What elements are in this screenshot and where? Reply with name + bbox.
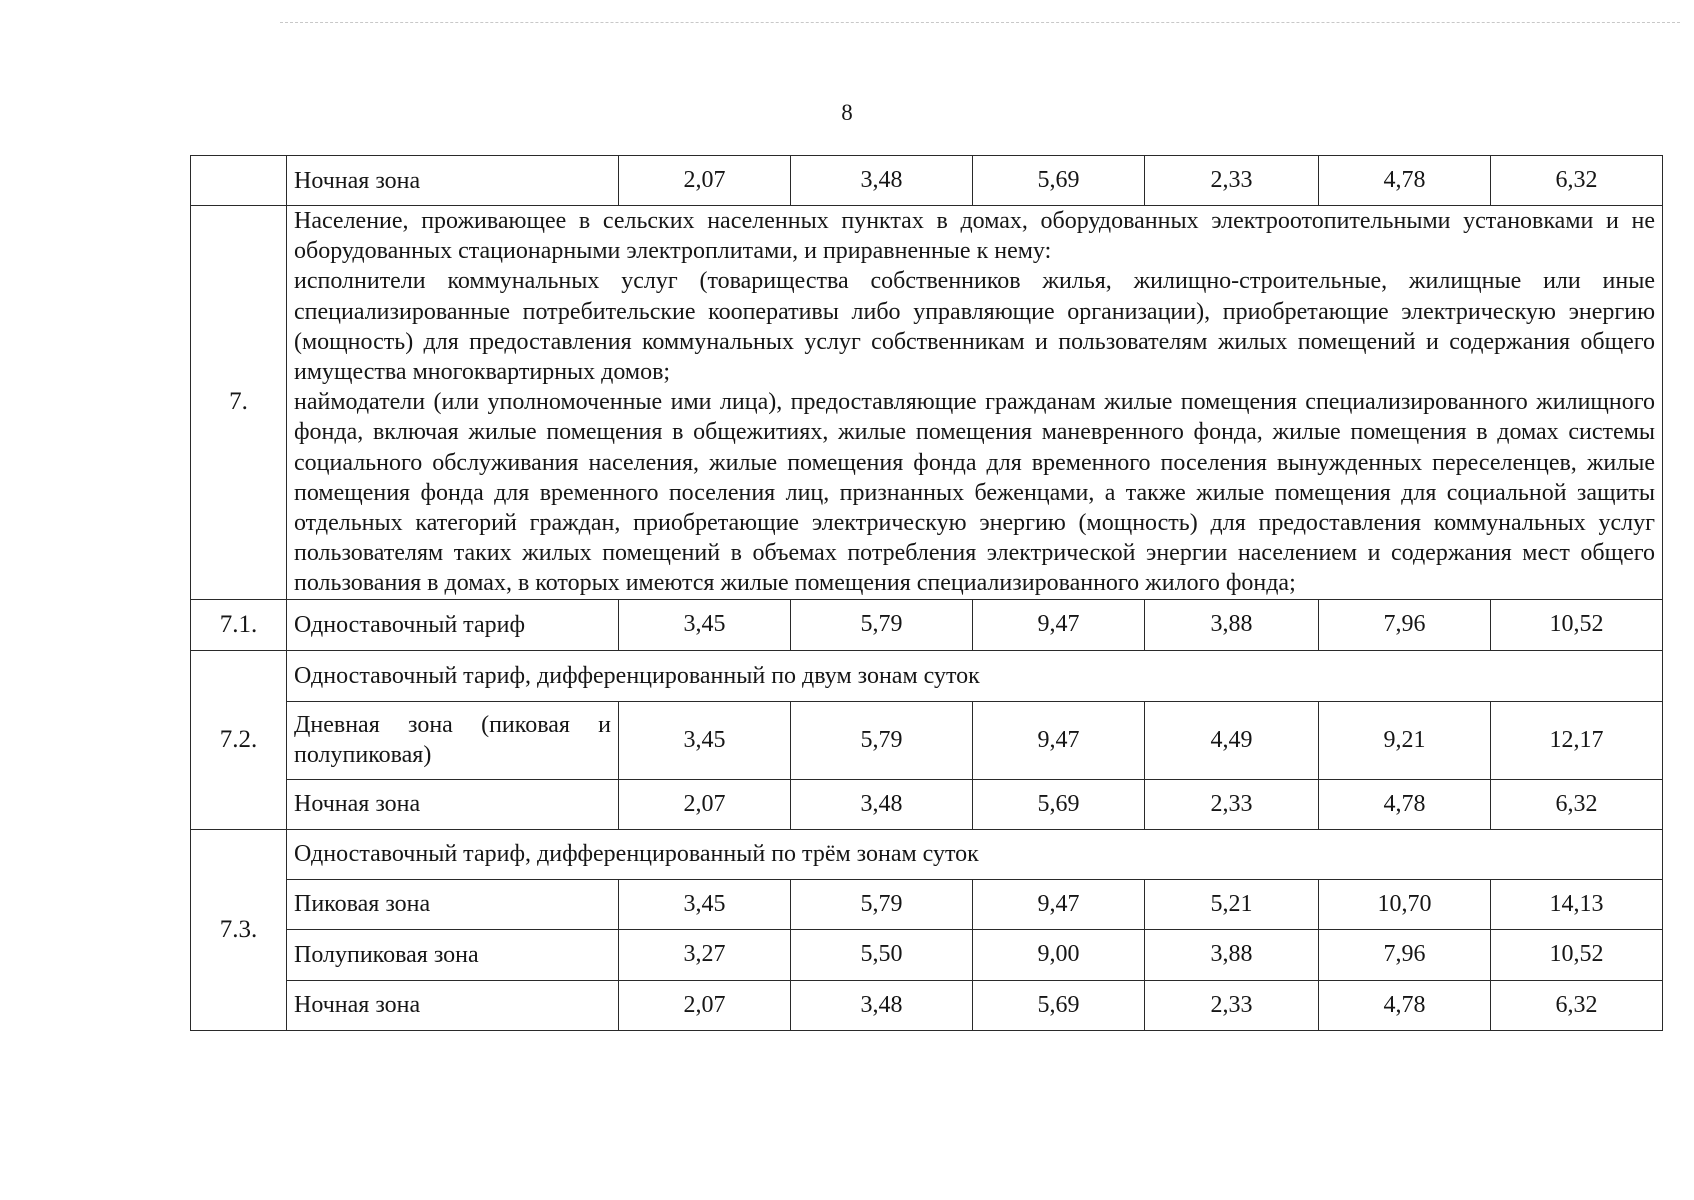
subsection-header: Одноставочный тариф, дифференцированный по двум зонам суток	[287, 650, 1663, 701]
description-paragraph: наймодатели (или уполномоченные ими лица), предоставляющие гражданам жилые помещения специализированного жилищного фонда, включая жилые помещения в общежитиях, жилые помещения маневренного фонда, жилые помещения в домах системы социального обслуживания населения, жилые помещения фонда для временного поселения вынужденных переселенцев, жилые помещения фонда для временного поселения лиц, признанных беженцами, а также жилые помещения для социальной защиты отдельных категорий граждан, приобретающие электрическую энергию (мощность) для предоставления коммунальных услуг пользователям таких жилых помещений в объемах потребления электрической энергии населением и содержания мест общего пользования в домах, в которых имеются жилые помещения специализированного жилого фонда;	[294, 389, 1655, 597]
value-cell: 5,50	[791, 929, 973, 980]
table-row	[191, 980, 1663, 1030]
row-number: 7.	[191, 206, 287, 600]
value-cell: 3,88	[1145, 929, 1319, 980]
value-cell: 3,27	[619, 929, 791, 980]
value-cell: 5,79	[791, 701, 973, 779]
row-label: Полупиковая зона	[287, 929, 619, 980]
value-cell: 9,47	[973, 879, 1145, 929]
table-row	[191, 879, 1663, 929]
table-row	[191, 156, 1663, 206]
section-description	[287, 206, 1663, 600]
scan-edge-line	[280, 22, 1680, 23]
value-cell: 3,48	[791, 779, 973, 829]
value-cell: 7,96	[1319, 929, 1491, 980]
row-number: 7.3.	[191, 829, 287, 1030]
subsection-header: Одноставочный тариф, дифференцированный по трём зонам суток	[287, 829, 1663, 879]
row-number: 7.2.	[191, 650, 287, 829]
tariff-table	[190, 155, 1663, 1031]
value-cell: 9,00	[973, 929, 1145, 980]
value-cell: 3,48	[791, 980, 973, 1030]
description-paragraph: исполнители коммунальных услуг (товарищества собственников жилья, жилищно-строительные, жилищные или иные специализированные потребительские кооперативы либо управляющие организации), приобретающие электрическую энергию (мощность) для предоставления коммунальных услуг собственникам и пользователям жилых помещений и содержания общего имущества многоквартирных домов;	[294, 268, 1655, 386]
value-cell: 9,21	[1319, 701, 1491, 779]
value-cell: 2,07	[619, 980, 791, 1030]
row-number: 7.1.	[191, 599, 287, 650]
value-cell: 2,33	[1145, 980, 1319, 1030]
table-row	[191, 779, 1663, 829]
table-row	[191, 701, 1663, 779]
value-cell: 14,13	[1491, 879, 1663, 929]
value-cell: 3,45	[619, 879, 791, 929]
value-cell: 10,52	[1491, 929, 1663, 980]
table-row	[191, 929, 1663, 980]
row-label: Ночная зона	[287, 779, 619, 829]
value-cell: 12,17	[1491, 701, 1663, 779]
table-row	[191, 650, 1663, 701]
value-cell: 3,88	[1145, 599, 1319, 650]
value-cell: 4,78	[1319, 980, 1491, 1030]
page-number: 8	[841, 100, 853, 125]
value-cell: 6,32	[1491, 156, 1663, 206]
value-cell: 5,79	[791, 599, 973, 650]
table-row	[191, 829, 1663, 879]
value-cell: 5,69	[973, 779, 1145, 829]
value-cell: 6,32	[1491, 779, 1663, 829]
value-cell: 9,47	[973, 701, 1145, 779]
value-cell: 10,52	[1491, 599, 1663, 650]
row-label: Ночная зона	[287, 980, 619, 1030]
row-label: Ночная зона	[287, 156, 619, 206]
value-cell: 10,70	[1319, 879, 1491, 929]
row-number-cell-empty	[191, 156, 287, 206]
value-cell: 2,33	[1145, 779, 1319, 829]
value-cell: 3,45	[619, 599, 791, 650]
value-cell: 9,47	[973, 599, 1145, 650]
row-label: Одноставочный тариф	[287, 599, 619, 650]
value-cell: 5,21	[1145, 879, 1319, 929]
value-cell: 6,32	[1491, 980, 1663, 1030]
value-cell: 2,07	[619, 779, 791, 829]
value-cell: 4,78	[1319, 156, 1491, 206]
description-paragraph: Население, проживающее в сельских населенных пунктах в домах, оборудованных электроотопительными установками и не оборудованных стационарными электроплитами, и приравненные к нему:	[294, 208, 1655, 265]
value-cell: 3,45	[619, 701, 791, 779]
value-cell: 3,48	[791, 156, 973, 206]
row-label: Дневная зона (пиковая и полупиковая)	[287, 701, 619, 779]
value-cell: 7,96	[1319, 599, 1491, 650]
value-cell: 4,78	[1319, 779, 1491, 829]
value-cell: 4,49	[1145, 701, 1319, 779]
row-label: Пиковая зона	[287, 879, 619, 929]
value-cell: 5,69	[973, 156, 1145, 206]
value-cell: 5,69	[973, 980, 1145, 1030]
table-row-section-7	[191, 206, 1663, 600]
value-cell: 5,79	[791, 879, 973, 929]
value-cell: 2,33	[1145, 156, 1319, 206]
value-cell: 2,07	[619, 156, 791, 206]
table-row	[191, 599, 1663, 650]
